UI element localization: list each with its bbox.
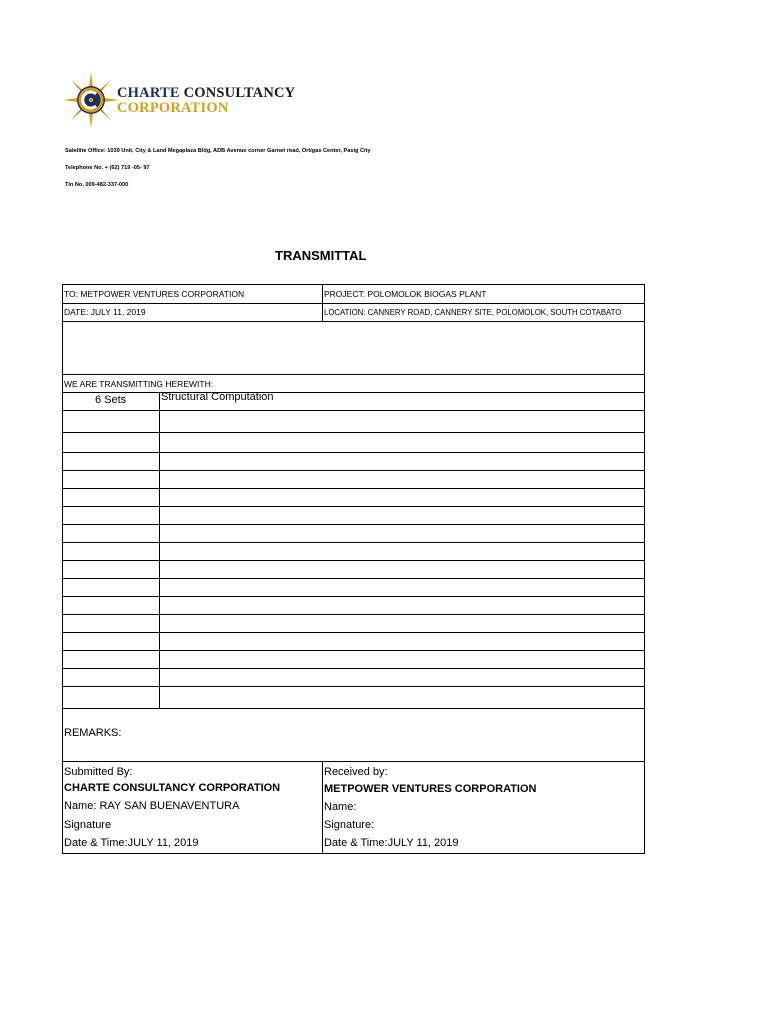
to-field: TO: METPOWER VENTURES CORPORATION — [64, 289, 245, 299]
rule — [62, 761, 645, 762]
rule — [62, 284, 645, 285]
submitted-company: CHARTE CONSULTANCY CORPORATION — [64, 782, 281, 794]
transmittal-form — [62, 284, 645, 854]
telephone: Telephone No. + (62) 719 -05- 97 — [65, 165, 150, 171]
rule — [62, 506, 645, 507]
rule — [62, 560, 645, 561]
date-field: DATE: JULY 11, 2019 — [64, 307, 146, 317]
divider — [322, 761, 323, 854]
rule — [62, 321, 645, 322]
rule — [62, 578, 645, 579]
office-address: Satellite Office: 1039 Unit, City & Land Megaplaza Bldg, ADB Avenue corner Garnet road, Ortigas Center, Pasig City — [65, 148, 371, 154]
rule — [62, 596, 645, 597]
rule — [62, 708, 645, 709]
form-border-left — [62, 284, 63, 854]
document-title: TRANSMITTAL — [275, 248, 367, 263]
rule — [62, 542, 645, 543]
remarks-label: REMARKS: — [64, 727, 122, 739]
rule — [62, 686, 645, 687]
project-field: PROJECT: POLOMOLOK BIOGAS PLANT — [324, 289, 487, 299]
rule — [62, 488, 645, 489]
divider — [322, 284, 323, 321]
compass-logo-icon — [63, 72, 119, 128]
received-signature: Signature: — [324, 819, 375, 831]
rule — [62, 470, 645, 471]
company-name-part2: CONSULTANCY — [183, 85, 296, 101]
rule — [62, 452, 645, 453]
rule — [62, 524, 645, 525]
rule — [62, 432, 645, 433]
rule — [62, 650, 645, 651]
location-field: LOCATION: CANNERY ROAD, CANNERY SITE, POLOMOLOK, SOUTH COTABATO — [324, 308, 622, 317]
rule — [62, 410, 645, 411]
submitted-name: Name: RAY SAN BUENAVENTURA — [64, 800, 240, 812]
rule — [62, 853, 645, 854]
received-name: Name: — [324, 801, 357, 813]
submitted-signature: Signature — [64, 819, 112, 831]
company-logo — [63, 72, 303, 128]
received-datetime: Date & Time:JULY 11, 2019 — [324, 837, 459, 849]
tin-number: Tin No. 009-482-337-000 — [65, 182, 129, 188]
form-border-right — [644, 284, 645, 854]
submitted-label: Submitted By: — [64, 766, 133, 778]
rule — [62, 392, 645, 393]
rule — [62, 632, 645, 633]
item-description: Structural Computation — [161, 391, 274, 403]
received-company: METPOWER VENTURES CORPORATION — [324, 783, 537, 795]
company-name-part1: CHARTE — [117, 85, 180, 101]
rule — [62, 668, 645, 669]
received-label: Received by: — [324, 766, 388, 778]
rule — [62, 614, 645, 615]
rule — [62, 374, 645, 375]
transmitting-heading: WE ARE TRANSMITTING HEREWITH: — [64, 379, 214, 389]
item-qty: 6 Sets — [95, 394, 127, 406]
rule — [62, 303, 645, 304]
company-name-line2: CORPORATION — [117, 100, 229, 116]
divider — [159, 392, 160, 708]
submitted-datetime: Date & Time:JULY 11, 2019 — [64, 837, 199, 849]
